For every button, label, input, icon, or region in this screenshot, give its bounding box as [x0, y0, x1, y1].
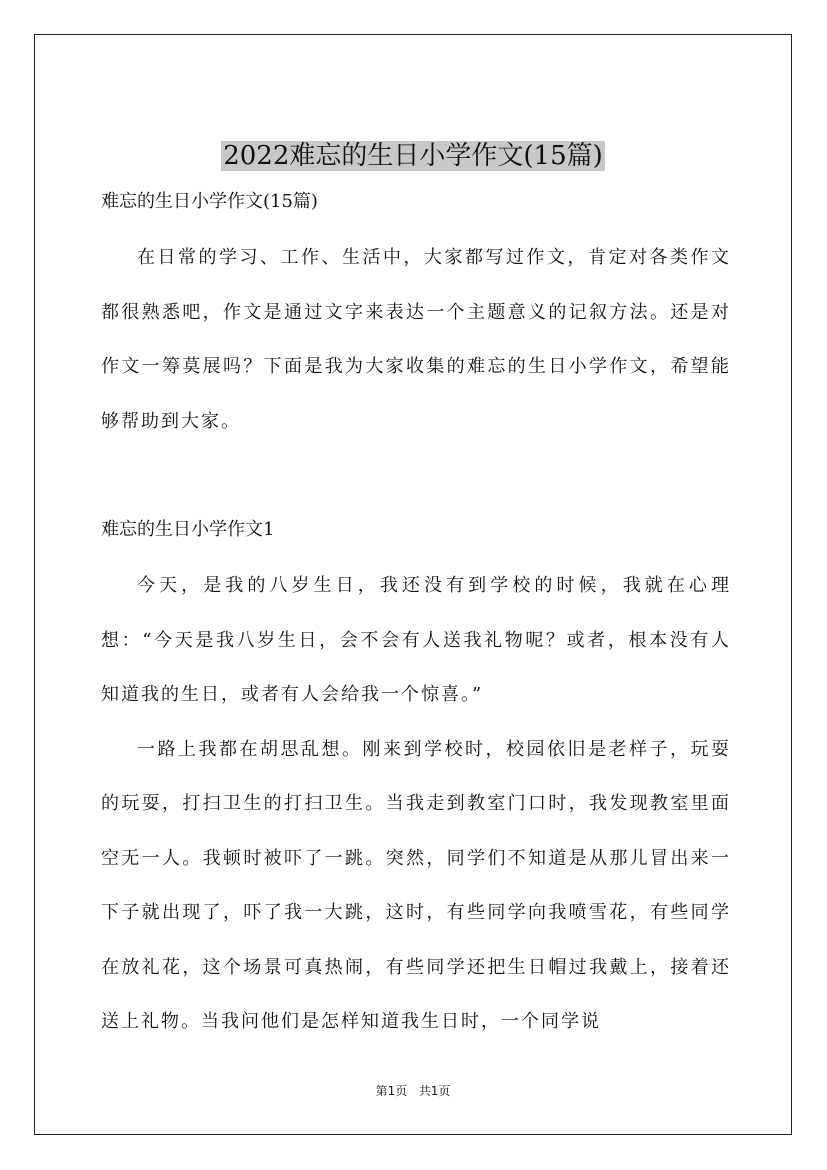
document-body [101, 173, 731, 1050]
document-title-text: 2022难忘的生日小学作文(15篇) [223, 141, 603, 171]
intro-paragraph: 在日常的学习、工作、生活中，大家都写过作文，肯定对各类作文都很熟悉吧，作文是通过文字来表达一个主题意义的记叙方法。还是对作文一筹莫展吗？下面是我为大家收集的难忘的生日小学作文，希望能够帮助到大家。 [101, 247, 731, 432]
document-title [35, 139, 791, 173]
body-paragraph-1: 今天，是我的八岁生日，我还没有到学校的时候，我就在心理想：“今天是我八岁生日，会不会有人送我礼物呢？或者，根本没有人知道我的生日，或者有人会给我一个惊喜。” [101, 575, 731, 705]
page-number: 第1页 [375, 1084, 408, 1098]
page-footer [35, 1082, 791, 1099]
body-paragraph-2: 一路上我都在胡思乱想。刚来到学校时，校园依旧是老样子，玩耍的玩耍，打扫卫生的打扫卫生。当我走到教室门口时，我发现教室里面空无一人。我顿时被吓了一跳。突然，同学们不知道是从那儿冒出来一下子就出现了，吓了我一大跳，这时，有些同学向我喷雪花，有些同学在放礼花，这个场景可真热闹，有些同学还把生日帽过我戴上，接着还送上礼物。当我问他们是怎样知道我生日时，一个同学说 [101, 738, 731, 1032]
section-spacer [101, 449, 731, 501]
section-heading: 难忘的生日小学作文1 [101, 519, 275, 540]
document-subtitle: 难忘的生日小学作文(15篇) [101, 191, 318, 212]
document-page [34, 34, 792, 1135]
page-total: 共1页 [418, 1084, 451, 1098]
